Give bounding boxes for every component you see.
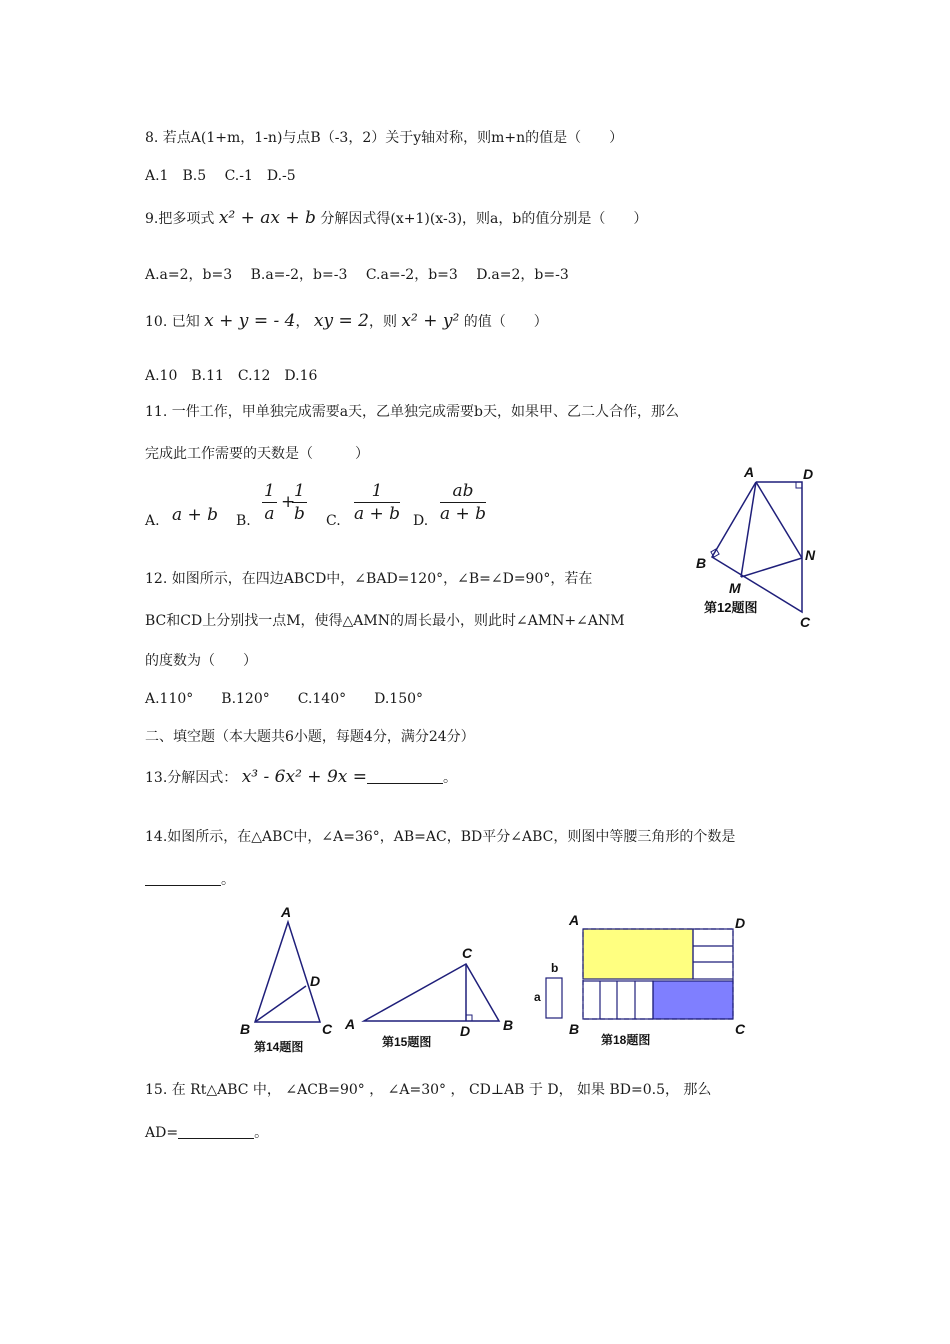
fig15-triangle — [364, 964, 499, 1021]
fig18-label-b: b — [551, 961, 559, 975]
q15-line2-prefix: AD= — [145, 1125, 179, 1141]
q11-optC-frac — [354, 481, 400, 524]
q10-expr1: x + y = - 4 — [204, 311, 296, 331]
fig14-triangle — [255, 922, 320, 1022]
q8-options: A.1 B.5 C.-1 D.-5 — [145, 168, 296, 184]
q11-optB-num2: 1 — [294, 481, 305, 501]
fig18-bottom-strips — [583, 981, 653, 1019]
fig12-label-A: A — [744, 464, 755, 480]
section2-heading: 二、填空题（本大题共6小题，每题4分，满分24分） — [145, 729, 475, 745]
q15-end: 。 — [254, 1125, 269, 1141]
figures-row — [230, 895, 770, 1060]
fig18-label-C: C — [735, 1021, 746, 1037]
q13-answer-blank[interactable] — [367, 783, 443, 784]
q10-options: A.10 B.11 C.12 D.16 — [145, 368, 318, 384]
fig14-bisector-BD — [255, 986, 306, 1022]
q9-suffix: 分解因式得(x+1)(x-3)，则a，b的值分别是（ ） — [320, 211, 648, 227]
q14-line2 — [145, 870, 235, 890]
figure-12 — [688, 458, 828, 634]
fig18-label-D: D — [735, 915, 746, 931]
q11-optA-label: A. — [145, 513, 160, 529]
fig12-quadrilateral — [712, 482, 802, 612]
q11-optD-den: a + b — [440, 504, 487, 524]
fig12-label-C: C — [800, 614, 811, 630]
q12-line1: 12. 如图所示，在四边ABCD中，∠BAD=120°，∠B=∠D=90°，若在 — [145, 571, 593, 587]
fig18-right-strips — [693, 929, 733, 979]
fig18-caption: 第18题图 — [601, 1033, 651, 1047]
q8-stem: 8. 若点A(1+m，1-n)与点B（-3，2）关于y轴对称，则m+n的值是（ ） — [145, 130, 624, 146]
fig14-label-C: C — [322, 1021, 333, 1037]
fig12-label-D: D — [803, 466, 814, 482]
q11-optB-den2: b — [293, 504, 305, 524]
q10-suffix: 的值（ ） — [463, 314, 548, 330]
q13-stem — [145, 767, 457, 788]
q9-options: A.a=2，b=3 B.a=-2，b=-3 C.a=-2，b=3 D.a=2，b=-3 — [145, 267, 569, 283]
fig14-caption: 第14题图 — [254, 1040, 304, 1054]
fig18-label-A: A — [569, 912, 580, 928]
fig18-blue-rectangle — [653, 981, 733, 1019]
q15-line2 — [145, 1123, 268, 1143]
q9-expr: x² + ax + b — [218, 208, 316, 228]
q15-answer-blank[interactable] — [178, 1138, 254, 1139]
q11-optD-label: D. — [413, 513, 429, 529]
fig12-label-N: N — [805, 547, 816, 563]
q11-optD-num: ab — [440, 481, 486, 503]
figure-15 — [344, 945, 513, 1049]
q11-optC-num: 1 — [354, 481, 400, 503]
fig12-segment-AN — [756, 482, 802, 558]
q13-expr: x³ - 6x² + 9x = — [241, 767, 367, 787]
figure-18 — [534, 912, 746, 1047]
q11-optD-frac — [440, 481, 486, 524]
q12-line3: 的度数为（ ） — [145, 653, 257, 669]
fig18-small-rectangle — [546, 978, 562, 1018]
q12-line2: BC和CD上分别找一点M，使得△AMN的周长最小，则此时∠AMN+∠ANM — [145, 613, 625, 629]
fig18-yellow-square — [583, 929, 693, 979]
fig12-right-angle-D — [796, 482, 802, 488]
fig15-label-B: B — [503, 1017, 514, 1033]
q11-optC-den: a + b — [354, 504, 401, 524]
fig15-label-A: A — [345, 1016, 356, 1032]
q11-optB-num1: 1 — [264, 481, 275, 501]
q11-line2: 完成此工作需要的天数是（ ） — [145, 446, 369, 462]
q14-answer-blank[interactable] — [145, 885, 221, 886]
q10-expr2: xy = 2 — [313, 311, 369, 331]
fig12-lines — [711, 482, 802, 612]
q12-options: A.110° B.120° C.140° D.150° — [145, 691, 424, 707]
fig12-label-B: B — [696, 555, 707, 571]
q10-stem — [145, 311, 548, 332]
q11-optB-den1: a — [264, 504, 275, 524]
q11-optB-label: B. — [236, 513, 251, 529]
fig14-label-A: A — [281, 904, 292, 920]
fig14-label-B: B — [240, 1021, 251, 1037]
q9-stem — [145, 208, 647, 229]
q11-optB-frac1 — [262, 481, 277, 524]
q14-line1: 14.如图所示，在△ABC中，∠A=36°，AB=AC，BD平分∠ABC，则图中等腰三角形的个数是 — [145, 829, 736, 845]
q10-sep: ， — [295, 314, 310, 330]
fig12-caption: 第12题图 — [704, 600, 758, 615]
q11-optB-frac2 — [292, 481, 307, 524]
q15-line1: 15. 在 Rt△ABC 中， ∠ACB=90° ， ∠A=30° ， CD⊥AB 于 D， 如果 BD=0.5， 那么 — [145, 1082, 712, 1098]
fig14-label-D: D — [310, 973, 321, 989]
fig15-right-angle-D — [466, 1015, 472, 1021]
q11-optC-label: C. — [326, 513, 341, 529]
fig12-label-M: M — [729, 580, 741, 596]
q13-prefix: 13.分解因式： — [145, 770, 238, 786]
q14-end: 。 — [221, 872, 235, 888]
q10-expr3: x² + y² — [401, 311, 460, 331]
fig18-label-a: a — [534, 990, 541, 1004]
q11-line1: 11. 一件工作，甲单独完成需要a天，乙单独完成需要b天，如果甲、乙二人合作，那么 — [145, 404, 680, 420]
fig18-label-B: B — [569, 1021, 580, 1037]
q10-prefix: 10. 已知 — [145, 314, 200, 330]
fig15-label-C: C — [462, 945, 473, 961]
fig15-label-D: D — [460, 1023, 471, 1039]
q13-end: 。 — [443, 770, 457, 786]
figure-14 — [240, 904, 333, 1054]
fig15-caption: 第15题图 — [382, 1035, 432, 1049]
q11-optA-expr: a + b — [172, 505, 219, 525]
q10-mid: ，则 — [368, 314, 397, 330]
q9-prefix: 9.把多项式 — [145, 211, 215, 227]
q11-optB-plus: + — [281, 492, 296, 512]
fig12-segment-MN — [741, 558, 802, 577]
